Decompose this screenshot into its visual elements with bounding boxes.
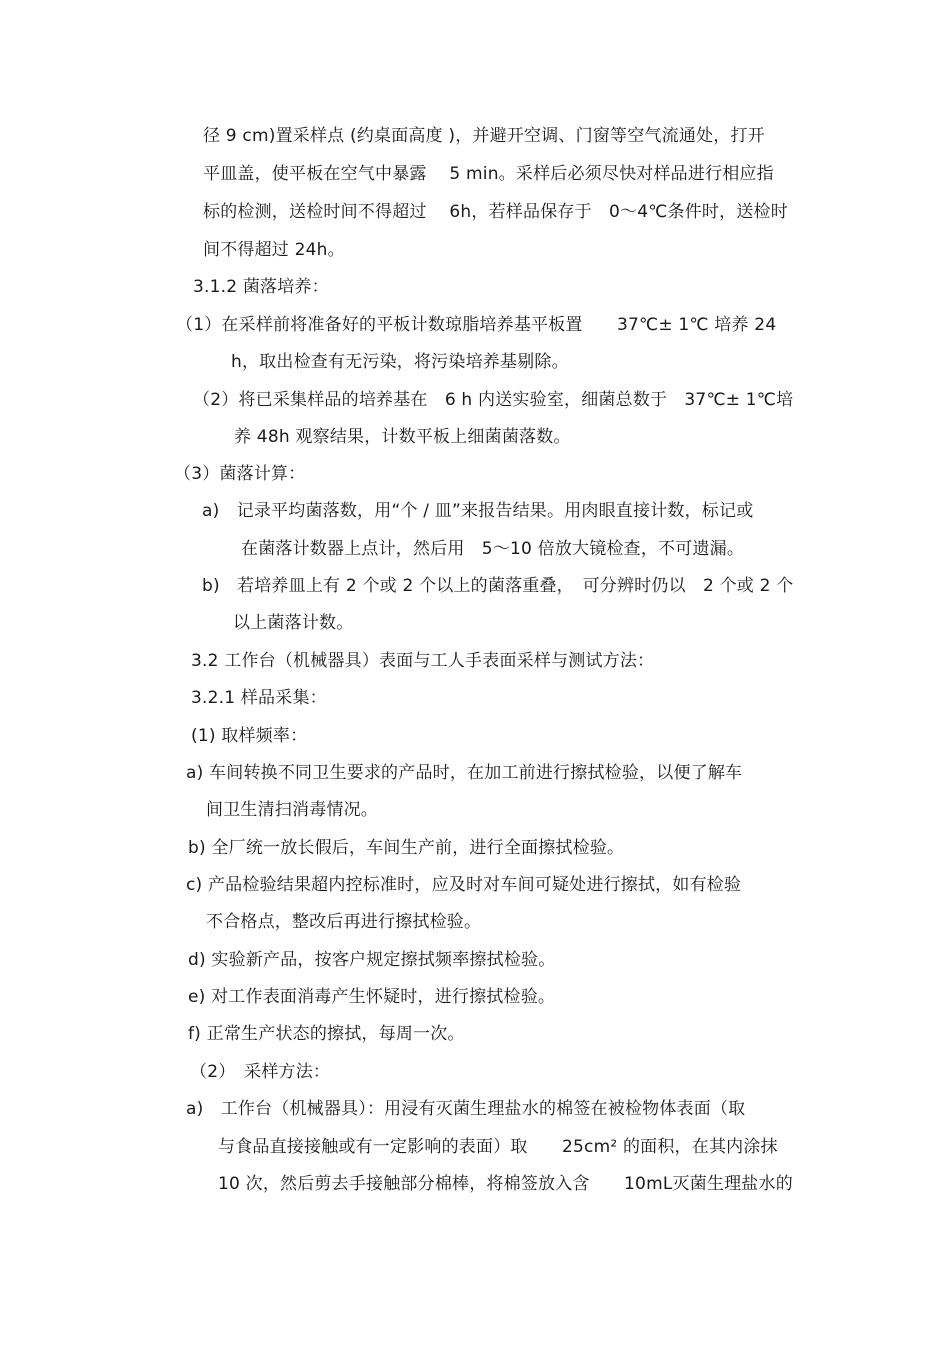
text-line-12: 在菌落计数器上点计，然后用 5～10 倍放大镜检查，不可遗漏。 — [241, 539, 745, 559]
text-line-1: 径 9 cm)置采样点 (约桌面高度 )，并避开空调、门窗等空气流通处，打开 — [203, 126, 765, 146]
text-line-21: c) 产品检验结果超内控标准时，应及时对车间可疑处进行擦拭，如有检验 — [186, 875, 742, 895]
section-heading-3-2-1: 3.2.1 样品采集： — [191, 688, 327, 708]
text-line-9: 养 48h 观察结果，计数平板上细菌菌落数。 — [234, 427, 571, 447]
text-line-3: 标的检测，送检时间不得超过 6h，若样品保存于 0～4℃条件时，送检时 — [203, 202, 788, 222]
text-line-24: e) 对工作表面消毒产生怀疑时，进行擦拭检验。 — [188, 987, 556, 1007]
text-line-25: f) 正常生产状态的擦拭，每周一次。 — [188, 1024, 465, 1044]
text-line-11: a) 记录平均菌落数，用“个 / 皿”来报告结果。用肉眼直接计数，标记或 — [202, 501, 754, 521]
text-line-26: （2） 采样方法： — [190, 1062, 331, 1082]
text-line-23: d) 实验新产品，按客户规定擦拭频率擦拭检验。 — [188, 950, 556, 970]
text-line-10: （3）菌落计算： — [174, 464, 306, 484]
text-line-8: （2）将已采集样品的培养基在 6 h 内送实验室，细菌总数于 37℃± 1℃培 — [193, 390, 794, 410]
text-line-19: 间卫生清扫消毒情况。 — [206, 800, 378, 820]
text-line-2: 平皿盖，使平板在空气中暴露 5 min。采样后必须尽快对样品进行相应指 — [203, 164, 774, 184]
section-heading-3-2: 3.2 工作台（机械器具）表面与工人手表面采样与测试方法： — [191, 651, 655, 671]
text-line-14: 以上菌落计数。 — [233, 613, 354, 633]
text-line-29: 10 次，然后剪去手接触部分棉棒，将棉签放入含 10mL灭菌生理盐水的 — [218, 1174, 793, 1194]
section-heading-3-1-2: 3.1.2 菌落培养： — [193, 277, 329, 297]
text-line-17: (1) 取样频率： — [191, 726, 308, 746]
text-line-20: b) 全厂统一放长假后，车间生产前，进行全面擦拭检验。 — [188, 838, 625, 858]
text-line-22: 不合格点，整改后再进行擦拭检验。 — [206, 912, 482, 932]
text-line-28: 与食品直接接触或有一定影响的表面）取 25cm² 的面积，在其内涂抹 — [218, 1137, 778, 1157]
text-line-13: b) 若培养皿上有 2 个或 2 个以上的菌落重叠， 可分辨时仍以 2 个或 2 个 — [202, 576, 794, 596]
text-line-6: （1）在采样前将准备好的平板计数琼脂培养基平板置 37℃± 1℃ 培养 24 — [176, 315, 777, 335]
text-line-7: h，取出检查有无污染，将污染培养基剔除。 — [231, 352, 569, 372]
text-line-27: a) 工作台（机械器具）：用浸有灭菌生理盐水的棉签在被检物体表面（取 — [186, 1099, 746, 1119]
text-line-18: a) 车间转换不同卫生要求的产品时，在加工前进行擦拭检验，以便了解车 — [186, 763, 743, 783]
text-line-4: 间不得超过 24h。 — [203, 240, 345, 260]
